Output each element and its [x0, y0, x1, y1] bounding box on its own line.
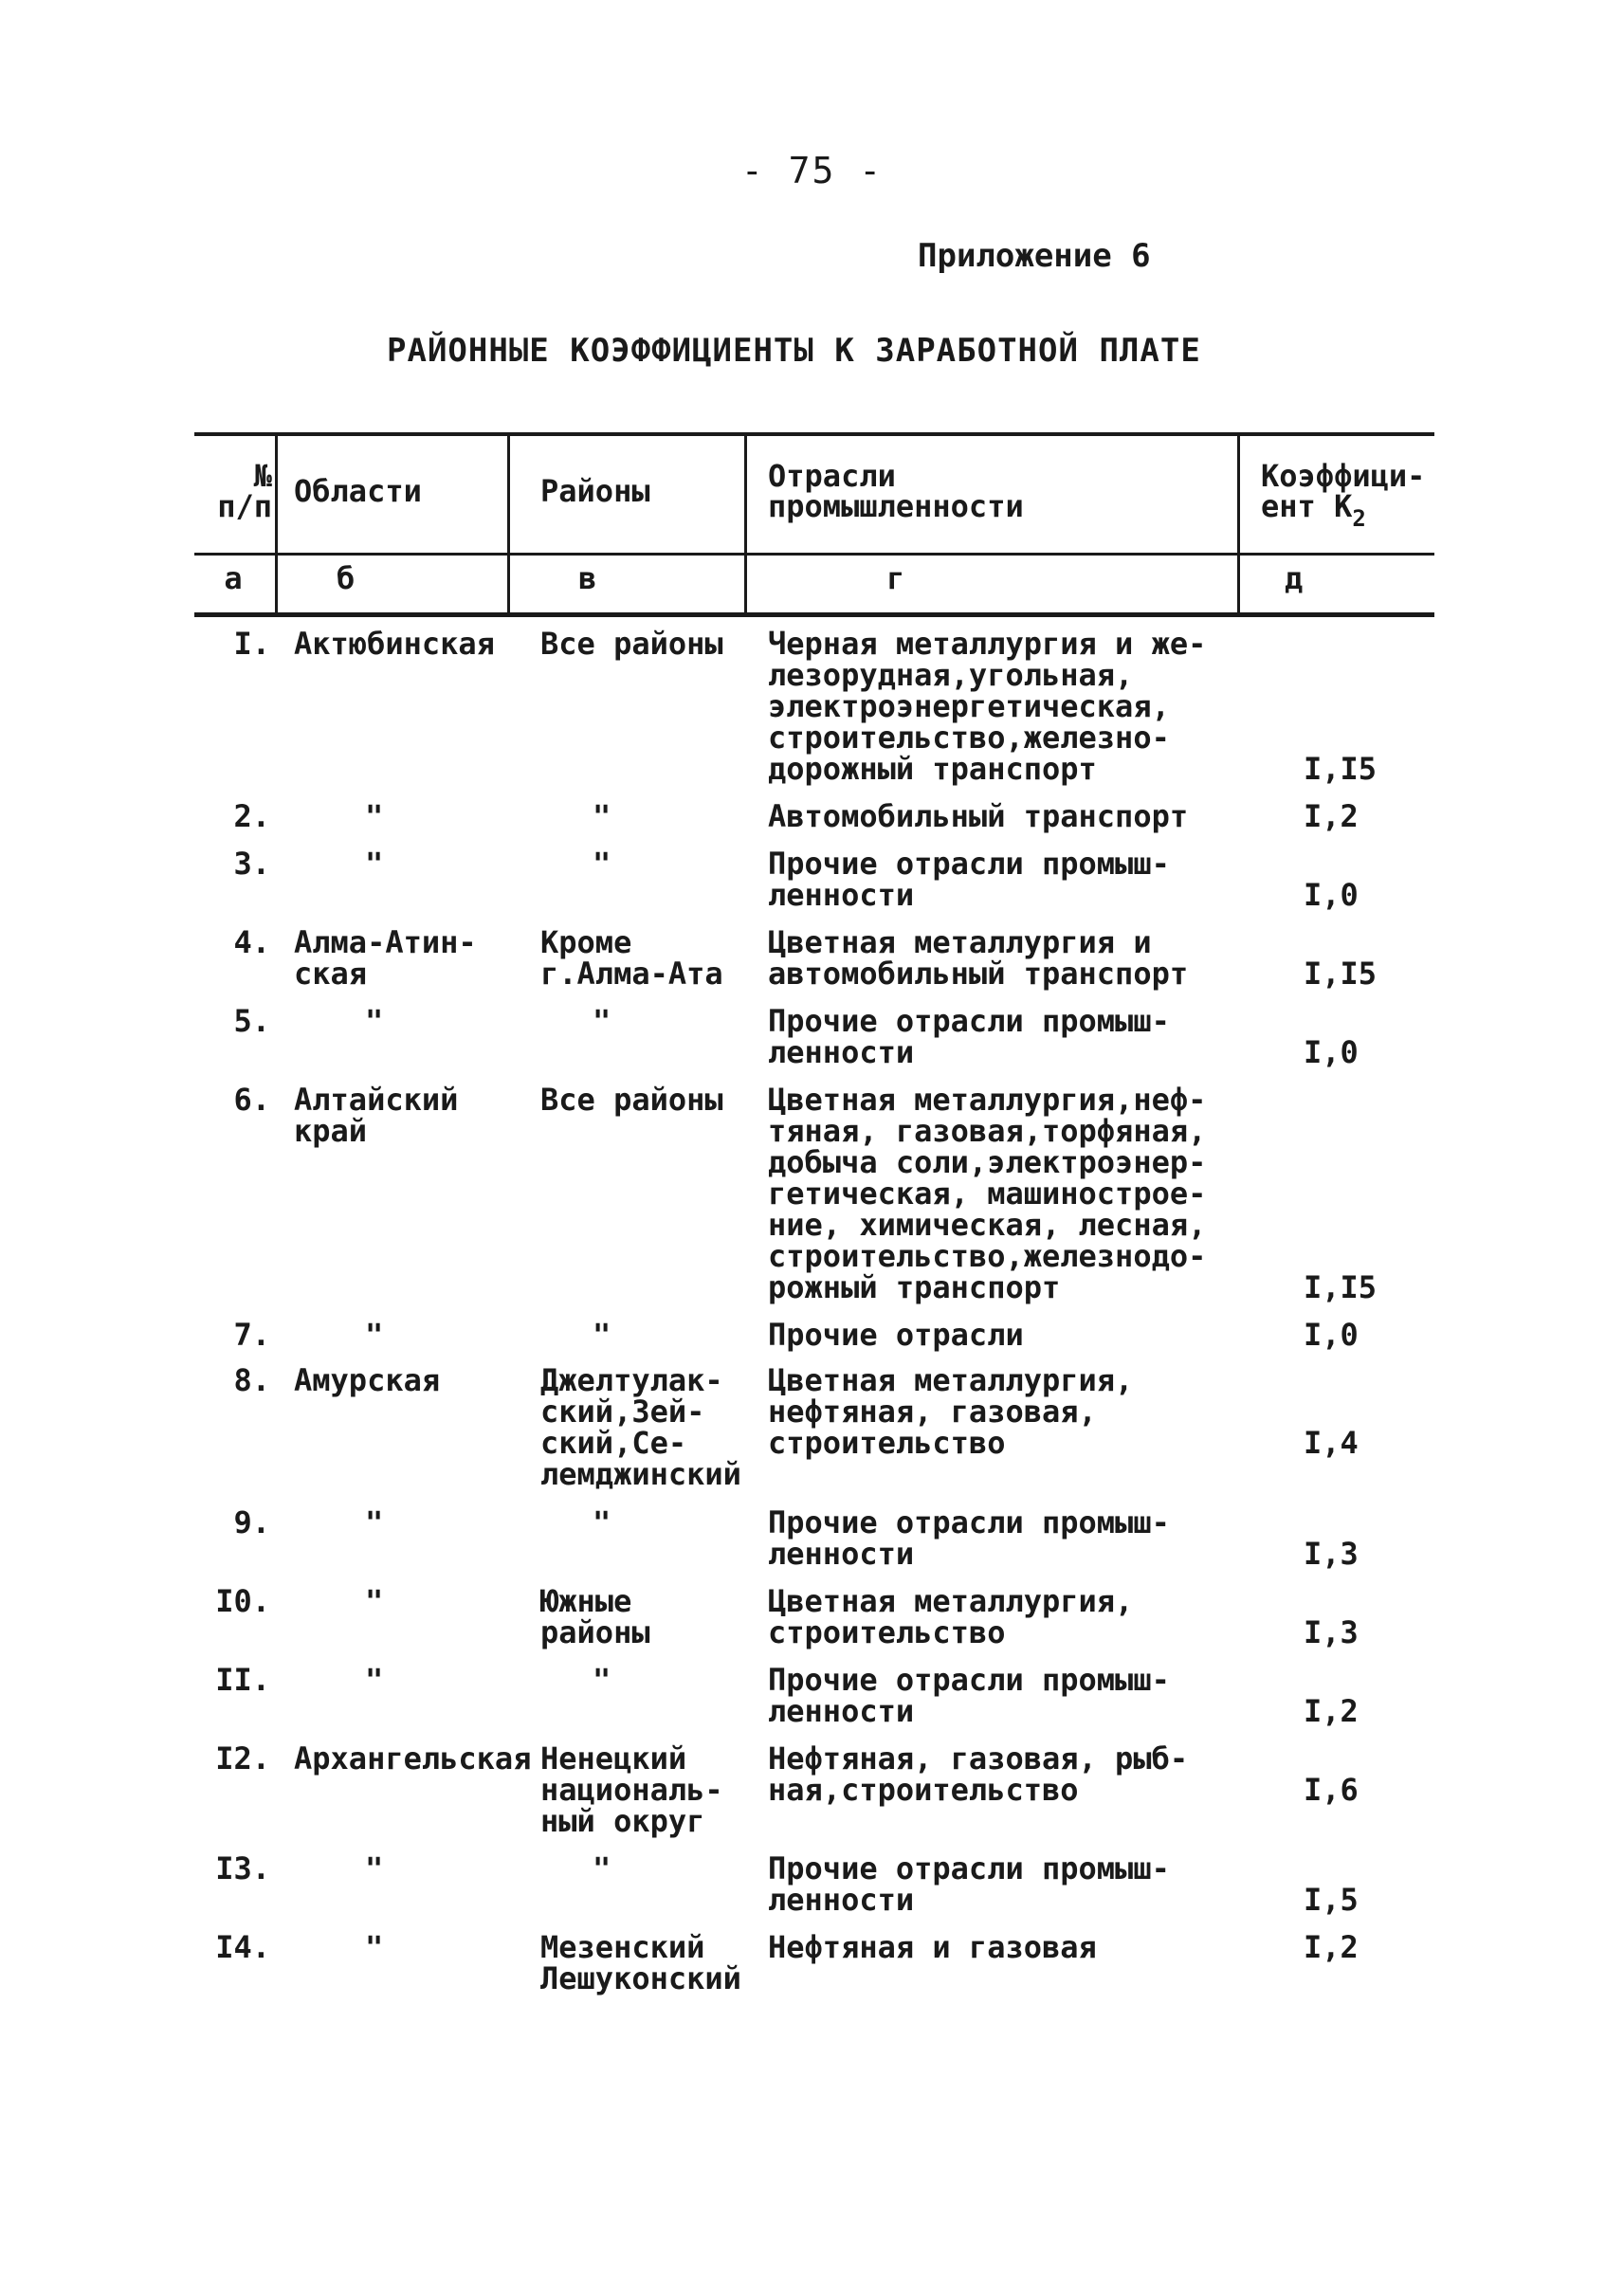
row-region: Архангельская: [294, 1740, 532, 1777]
row-district: Южные районы: [540, 1583, 650, 1650]
row-coefficient: I,2: [1304, 1693, 1359, 1729]
row-industry: Прочие отрасли промыш- ленности: [768, 1003, 1170, 1070]
row-coefficient: I,I5: [1304, 1269, 1378, 1305]
appendix-label: Приложение 6: [918, 237, 1151, 275]
row-industry: Цветная металлургия,неф- тяная, газовая,торфяная, добыча соли,электроэнер- гетическая, машинострое- ние, химическая, лесная, строительство,железнодо- рожный транспорт: [768, 1082, 1207, 1305]
row-district: Все районы: [540, 1082, 723, 1118]
row-region: ": [365, 1850, 384, 1886]
row-coefficient: I,3: [1304, 1536, 1359, 1572]
row-number: I3.: [215, 1850, 270, 1886]
row-number: 3.: [233, 846, 270, 882]
row-coefficient: I,6: [1304, 1772, 1359, 1808]
row-number: 2.: [233, 798, 270, 834]
row-region: Амурская: [294, 1362, 441, 1398]
row-region: ": [365, 1317, 384, 1353]
row-region: ": [365, 798, 384, 834]
header-region: Области: [294, 473, 422, 509]
row-number: 7.: [233, 1317, 270, 1353]
document-title: РАЙОННЫЕ КОЭФФИЦИЕНТЫ К ЗАРАБОТНОЙ ПЛАТЕ: [387, 332, 1201, 370]
letter-cell: в: [578, 560, 597, 596]
row-district: Мезенский Лешуконский: [540, 1929, 741, 1996]
row-coefficient: I,3: [1304, 1614, 1359, 1650]
row-region: ": [365, 846, 384, 882]
letter-cell: б: [337, 560, 356, 596]
row-district: ": [593, 1003, 611, 1039]
letter-cell: г: [886, 560, 905, 596]
row-district: Все районы: [540, 626, 723, 662]
row-industry: Прочие отрасли промыш- ленности: [768, 846, 1170, 913]
row-district: ": [593, 1850, 611, 1886]
letter-cell: а: [224, 560, 243, 596]
row-district: Джелтулак- ский,Зей- ский,Се- лемджинский: [540, 1362, 741, 1492]
row-industry: Прочие отрасли промыш- ленности: [768, 1662, 1170, 1729]
row-coefficient: I,0: [1304, 1034, 1359, 1070]
row-coefficient: I,I5: [1304, 956, 1378, 992]
row-number: 8.: [233, 1362, 270, 1398]
row-district: ": [593, 1317, 611, 1353]
row-region: ": [365, 1003, 384, 1039]
row-district: ": [593, 1662, 611, 1698]
row-number: I.: [233, 626, 270, 662]
row-industry: Автомобильный транспорт: [768, 798, 1189, 834]
row-industry: Цветная металлургия, строительство: [768, 1583, 1134, 1650]
row-region: Алма-Атин- ская: [294, 924, 477, 992]
row-region: ": [365, 1583, 384, 1619]
header-coef-subscript: 2: [1352, 505, 1366, 532]
row-region: ": [365, 1662, 384, 1698]
row-number: 4.: [233, 924, 270, 960]
row-industry: Нефтяная, газовая, рыб- ная,строительство: [768, 1740, 1189, 1808]
row-number: 6.: [233, 1082, 270, 1118]
row-coefficient: I,5: [1304, 1882, 1359, 1918]
row-coefficient: I,2: [1304, 798, 1359, 834]
row-coefficient: I,0: [1304, 877, 1359, 913]
header-coef-text: Коэффици- ент К: [1261, 458, 1426, 524]
row-industry: Прочие отрасли промыш- ленности: [768, 1850, 1170, 1918]
header-district: Районы: [540, 473, 650, 509]
row-industry: Нефтяная и газовая: [768, 1929, 1097, 1965]
row-industry: Черная металлургия и же- лезорудная,угольная, электроэнергетическая, строительство,железно- дорожный транспорт: [768, 626, 1207, 787]
row-region: ": [365, 1504, 384, 1540]
row-number: II.: [215, 1662, 270, 1698]
header-num: № п/п: [217, 458, 272, 524]
row-district: ": [593, 798, 611, 834]
page-number: - 75 -: [740, 150, 884, 191]
row-coefficient: I,4: [1304, 1425, 1359, 1461]
row-industry: Цветная металлургия, нефтяная, газовая, строительство: [768, 1362, 1134, 1461]
row-district: Ненецкий националь- ный округ: [540, 1740, 723, 1839]
row-district: Кроме г.Алма-Ата: [540, 924, 723, 992]
row-coefficient: I,I5: [1304, 751, 1378, 787]
row-number: 9.: [233, 1504, 270, 1540]
row-industry: Прочие отрасли: [768, 1317, 1024, 1353]
row-number: I4.: [215, 1929, 270, 1965]
letter-cell: д: [1285, 560, 1304, 596]
row-industry: Прочие отрасли промыш- ленности: [768, 1504, 1170, 1572]
row-district: ": [593, 1504, 611, 1540]
row-number: I0.: [215, 1583, 270, 1619]
row-region: ": [365, 1929, 384, 1965]
row-district: ": [593, 846, 611, 882]
row-region: Алтайский край: [294, 1082, 459, 1149]
header-industry: Отрасли промышленности: [768, 458, 1024, 524]
row-coefficient: I,2: [1304, 1929, 1359, 1965]
row-industry: Цветная металлургия и автомобильный транспорт: [768, 924, 1189, 992]
row-number: I2.: [215, 1740, 270, 1777]
row-number: 5.: [233, 1003, 270, 1039]
row-coefficient: I,0: [1304, 1317, 1359, 1353]
row-region: Актюбинская: [294, 626, 495, 662]
